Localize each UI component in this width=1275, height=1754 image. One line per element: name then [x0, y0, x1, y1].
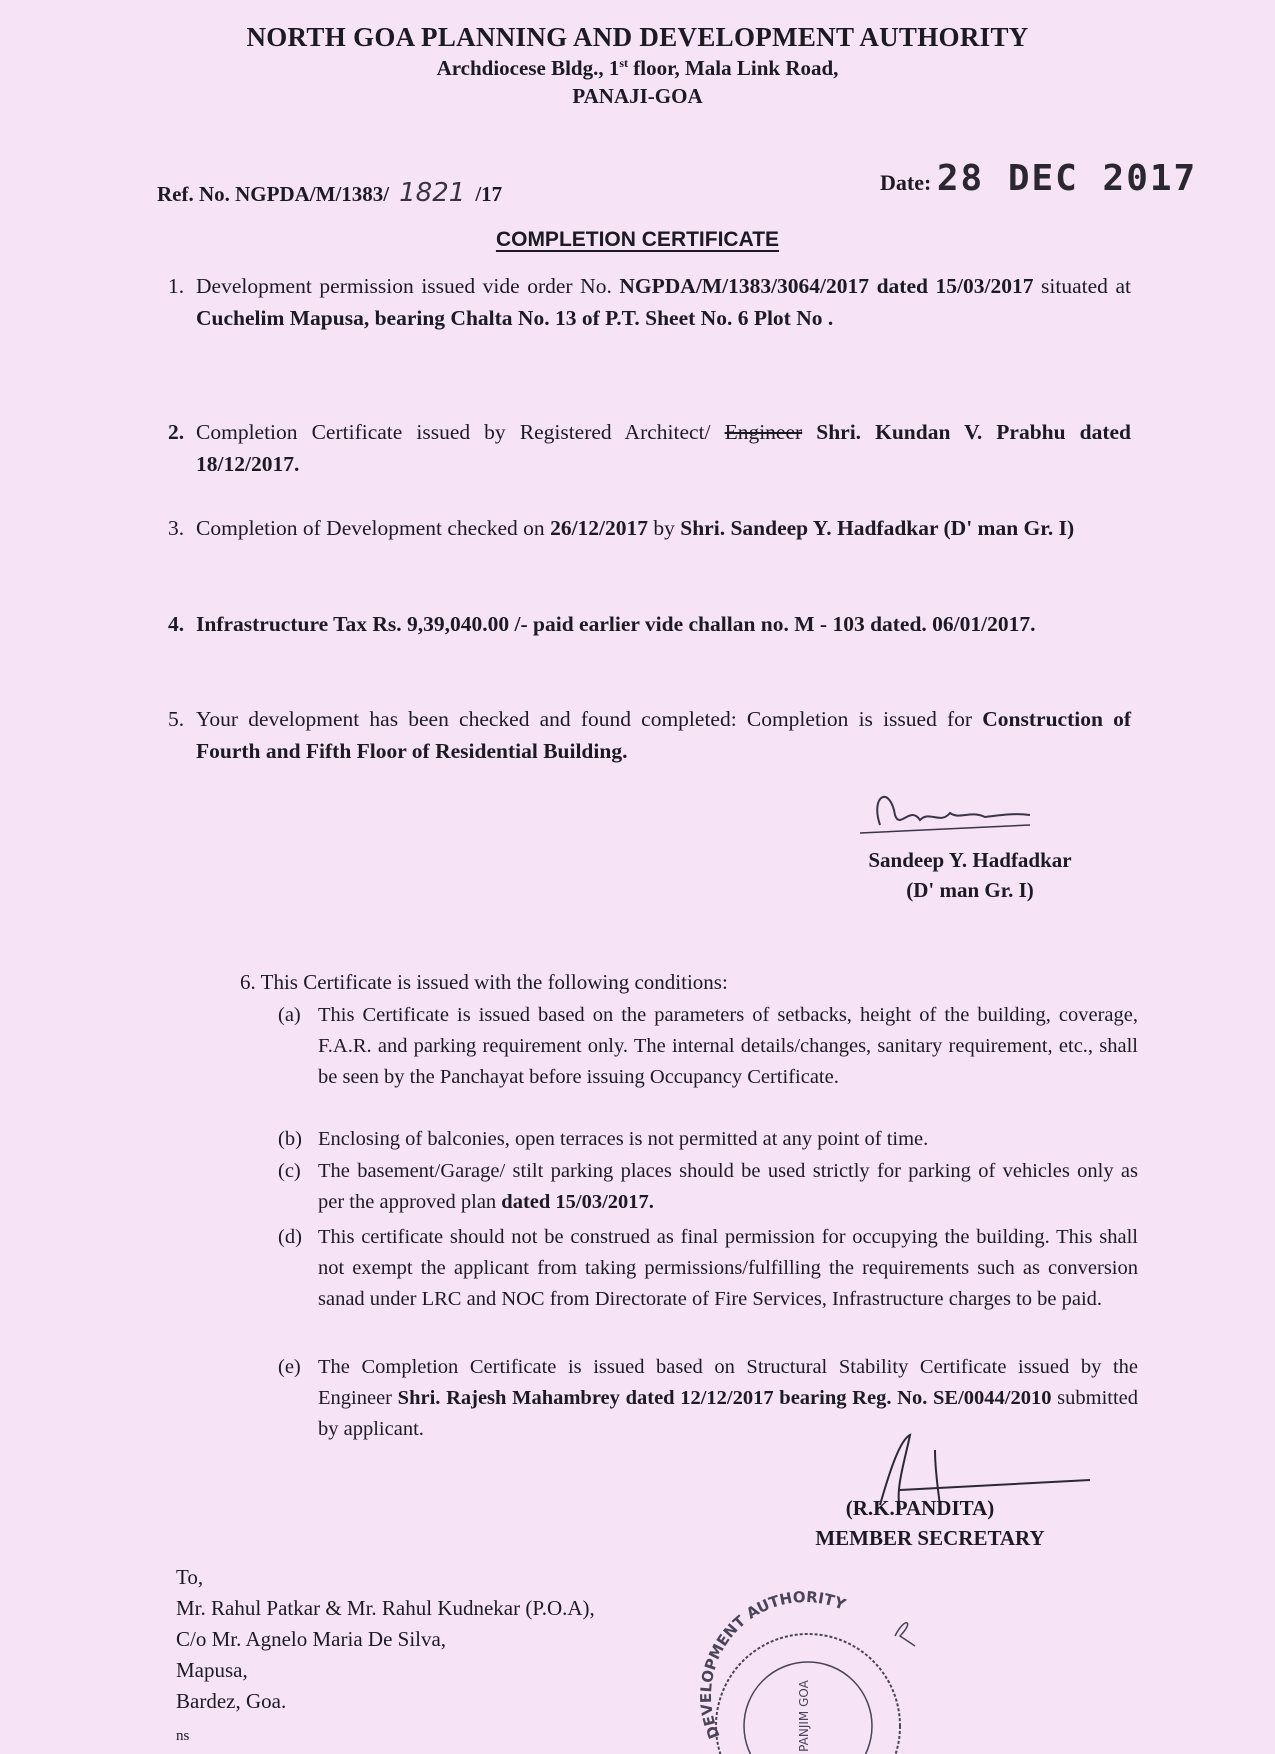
authority-seal-icon: [690, 1576, 920, 1754]
svg-text:PANJIM GOA: PANJIM GOA: [797, 1680, 811, 1752]
addressee-block: To, Mr. Rahul Patkar & Mr. Rahul Kudnekar (P.O.A), C/o Mr. Agnelo Maria De Silva, Mapusa, Bardez, Goa. ns: [176, 1562, 595, 1752]
struck-text: Engineer: [724, 420, 803, 444]
document-title: COMPLETION CERTIFICATE: [495, 228, 780, 251]
date: Date: 28 DEC 2017: [880, 158, 1198, 199]
handwritten-number: 1821: [399, 178, 466, 208]
signatory2-designation: MEMBER SECRETARY: [815, 1526, 1045, 1550]
list-item: 4. Infrastructure Tax Rs. 9,39,040.00 /- paid earlier vide challan no. M - 103 dated. 06/01/2017.: [168, 612, 1036, 636]
condition-item: (b) Enclosing of balconies, open terraces is not permitted at any point of time.: [278, 1128, 929, 1150]
condition-item: (a) This Certificate is issued based on the parameters of setbacks, height of the building, coverage, F.A.R. and parking requirement only. The internal details/changes, sanitary requirement, etc., shall be seen by the Panchayat before issuing Occupancy Certificate.: [278, 1004, 1138, 1088]
org-city: PANAJI-GOA: [572, 84, 703, 108]
org-name: NORTH GOA PLANNING AND DEVELOPMENT AUTHORITY: [246, 22, 1029, 52]
list-item: 2. Completion Certificate issued by Registered Architect/ Engineer Shri. Kundan V. Prabhu dated 18/12/2017.: [168, 420, 1132, 476]
org-address: Archdiocese Bldg., 1st floor, Mala Link Road,: [436, 56, 839, 80]
svg-text:DEVELOPMENT AUTHORITY: DEVELOPMENT AUTHORITY: [696, 1587, 849, 1742]
condition-item: (e) The Completion Certificate is issued based on Structural Stability Certificate issued by the Engineer Shri. Rajesh Mahambrey dated 12/12/2017 bearing Reg. No. SE/0044/2010 submitted by applicant.: [278, 1356, 1139, 1440]
list-item: 5. Your development has been checked and found completed: Completion is issued for Construction of Fourth and Fifth Floor of Residential Building.: [168, 707, 1131, 763]
list-item: 1. Development permission issued vide order No. NGPDA/M/1383/3064/2017 dated 15/03/2017 situated at Cuchelim Mapusa, bearing Chalta No. 13 of P.T. Sheet No. 6 Plot No .: [168, 274, 1131, 330]
condition-item: (d) This certificate should not be construed as final permission for occupying the building. This shall not exempt the applicant from taking permissions/fulfilling the requirements such as conversion sanad under LRC and NOC from Directorate of Fire Services, Infrastructure charges to be paid.: [278, 1226, 1138, 1310]
date-stamp: 28 DEC 2017: [936, 158, 1198, 199]
signatory1-designation: (D' man Gr. I): [906, 878, 1034, 902]
typist-initials: ns: [176, 1728, 190, 1744]
signatory2-name: (R.K.PANDITA): [845, 1496, 995, 1520]
signatory1-name: Sandeep Y. Hadfadkar: [868, 848, 1072, 872]
list-item: 3. Completion of Development checked on 26/12/2017 by Shri. Sandeep Y. Hadfadkar (D' man Gr. I): [168, 516, 1075, 540]
signature-hadfadkar: [850, 785, 1040, 845]
condition-item: (c) The basement/Garage/ stilt parking places should be used strictly for parking of vehicles only as per the approved plan dated 15/03/2017.: [278, 1160, 1138, 1213]
conditions-intro: 6. This Certificate is issued with the following conditions:: [240, 970, 728, 994]
reference-number: Ref. No. NGPDA/M/1383/ 1821 /17: [157, 178, 503, 208]
